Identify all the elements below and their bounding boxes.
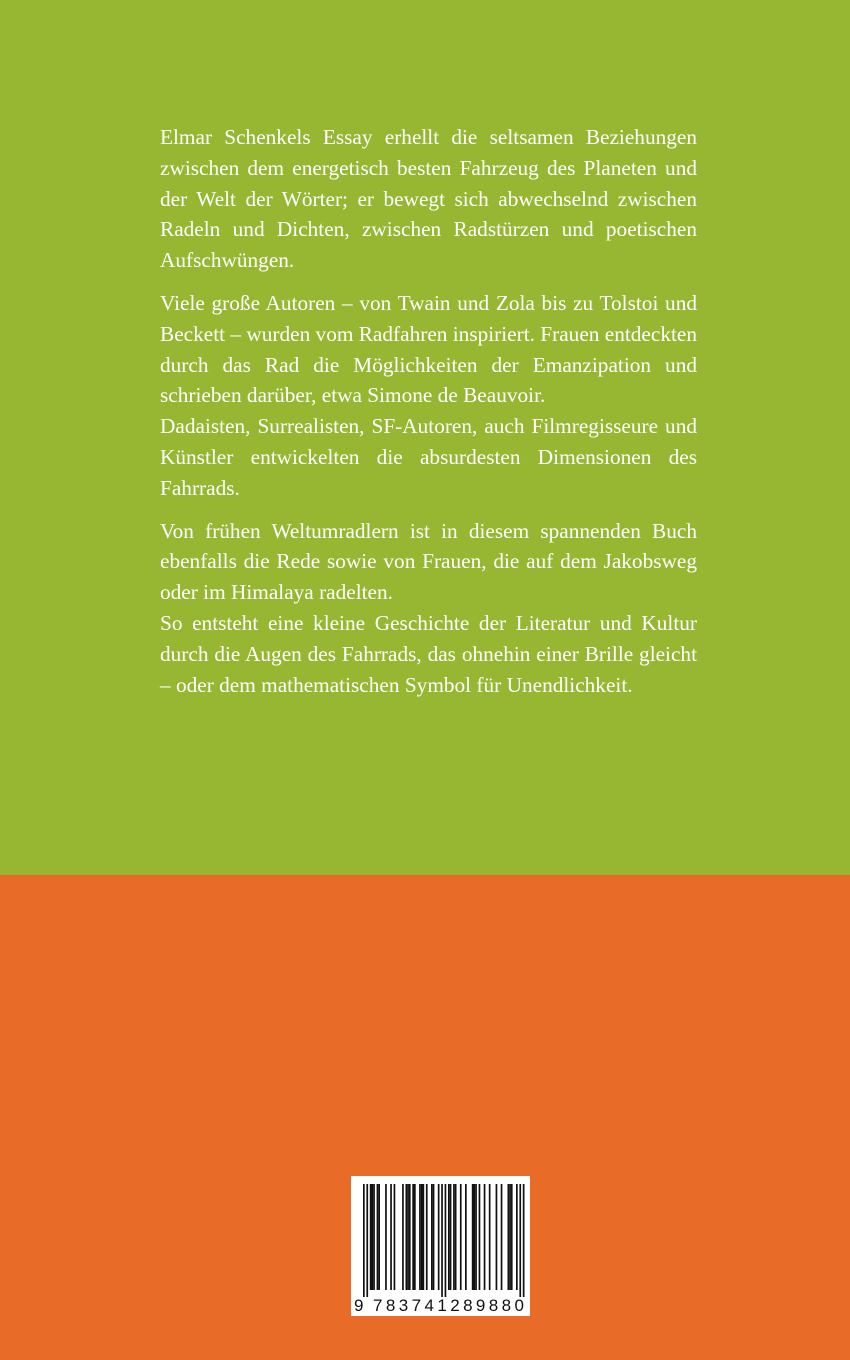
barcode-lead-digit: 9	[354, 1296, 364, 1315]
barcode-bar	[373, 1184, 375, 1290]
barcode-bar	[366, 1184, 368, 1297]
barcode-bar	[455, 1184, 457, 1290]
barcode-bar	[519, 1184, 521, 1297]
barcode-bar	[509, 1184, 511, 1290]
blurb-paragraph-5: So entsteht eine kleine Geschichte der Literatur und Kultur durch die Augen des Fahrrads, das ohnehin einer Brille gleicht – oder dem mathematischen Symbol für Unendlichkeit.	[160, 610, 697, 697]
barcode-bar	[479, 1184, 481, 1290]
barcode-bar	[450, 1184, 452, 1290]
barcode-bar	[377, 1184, 379, 1290]
barcode-bar	[448, 1184, 450, 1290]
barcode-bar	[407, 1184, 409, 1290]
barcode-digits: 783741289880	[373, 1296, 524, 1315]
blurb-paragraph-1: Elmar Schenkels Essay erhellt die seltsamen Beziehungen zwischen dem energetisch besten Fahrzeug des Planeten und der Welt der Wörter; er bewegt sich abwechselnd zwischen Radeln und Dichten, zwischen Radstürzen und poetischen Aufschwüngen.	[160, 125, 697, 273]
barcode-bar	[390, 1184, 392, 1290]
barcode-bar	[378, 1184, 380, 1290]
barcode-bar	[370, 1184, 372, 1290]
barcode-bar	[372, 1184, 374, 1290]
barcode-bar	[431, 1184, 433, 1290]
barcode-bar	[438, 1184, 440, 1290]
barcode-bar	[419, 1184, 421, 1290]
barcode-bar	[412, 1184, 414, 1290]
barcode-bar	[508, 1184, 510, 1290]
barcode-bar	[465, 1184, 467, 1290]
barcode-bar	[409, 1184, 411, 1290]
barcode-bar	[414, 1184, 416, 1290]
barcode-bar	[421, 1184, 423, 1290]
blurb-paragraph-2: Viele große Autoren – von Twain und Zola bis zu Tolstoi und Beckett – wurden vom Radfahren inspiriert. Frauen entdeckten durch das Rad die Möglichkeiten der Emanzipation und schrieben darüber, etwa Simone de Beauvoir.	[160, 290, 697, 408]
barcode-bar	[472, 1184, 474, 1290]
barcode-bar	[441, 1184, 443, 1297]
barcode-bar	[489, 1184, 491, 1290]
barcode-graphic	[351, 1176, 530, 1316]
barcode-bar	[501, 1184, 503, 1290]
blurb-paragraph-3: Dadaisten, Surrealisten, SF-Autoren, auch Filmregisseure und Künstler entwickelten die absurdesten Dimensionen des Fahrrads.	[160, 414, 697, 500]
isbn-barcode	[351, 1176, 530, 1316]
barcode-bar	[402, 1184, 404, 1290]
back-cover-blurb	[160, 122, 697, 700]
barcode-bar	[406, 1184, 408, 1290]
barcode-bar	[460, 1184, 462, 1290]
barcode-bar	[474, 1184, 476, 1290]
barcode-bar	[523, 1184, 525, 1297]
barcode-bar	[394, 1184, 396, 1290]
barcode-bar	[433, 1184, 435, 1290]
barcode-bar	[511, 1184, 513, 1290]
barcode-bar	[445, 1184, 447, 1297]
barcode-bar	[426, 1184, 428, 1290]
barcode-bar	[484, 1184, 486, 1290]
barcode-bar	[496, 1184, 498, 1290]
barcode-bar	[516, 1184, 518, 1290]
blurb-paragraph-4: Von frühen Weltumradlern ist in diesem spannenden Buch ebenfalls die Rede sowie von Frauen, die auf dem Jakobsweg oder im Himalaya radelten.	[160, 518, 697, 605]
barcode-bar	[453, 1184, 455, 1290]
barcode-bar	[423, 1184, 425, 1290]
barcode-bar	[363, 1184, 365, 1297]
barcode-bar	[475, 1184, 477, 1290]
barcode-bar	[385, 1184, 387, 1290]
barcode-bars	[363, 1184, 525, 1297]
